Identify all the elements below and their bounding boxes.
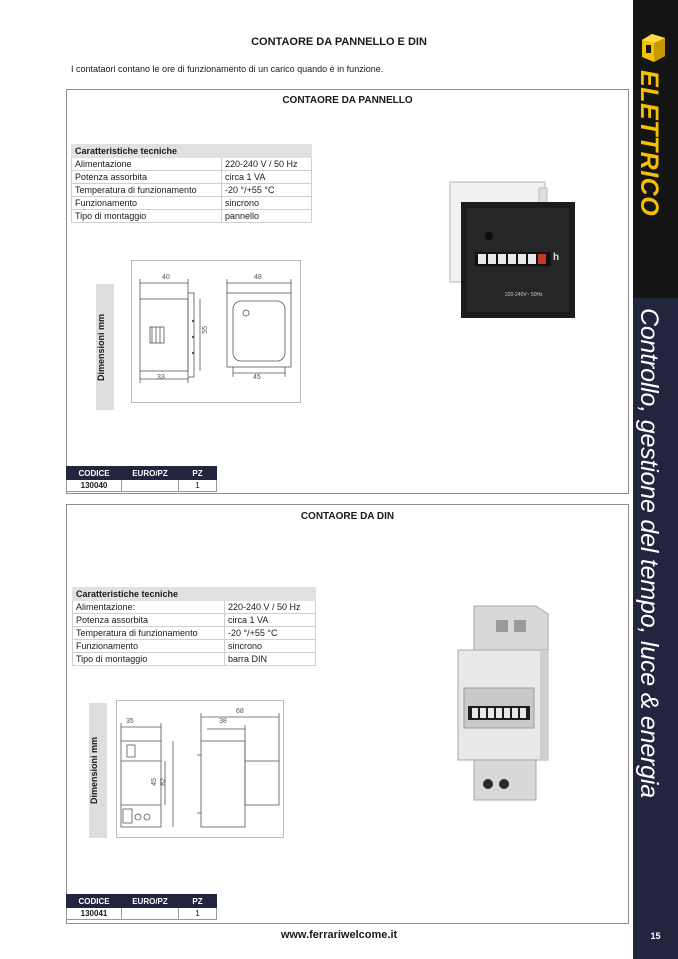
spec-value: 220-240 V / 50 Hz bbox=[222, 158, 312, 171]
intro-text: I contataori contano le ore di funzionamento di un carico quando è in funzione. bbox=[71, 64, 384, 74]
spec-table-title: Caratteristiche tecniche bbox=[73, 588, 225, 601]
price-header: EURO/PZ bbox=[122, 467, 179, 480]
spec-header-row bbox=[72, 145, 312, 158]
spec-row bbox=[72, 171, 312, 184]
qty-header: PZ bbox=[179, 467, 217, 480]
dimensions-label-text: Dimensioni mm bbox=[89, 737, 99, 805]
spec-row bbox=[72, 184, 312, 197]
dimension-value: 45 bbox=[151, 778, 158, 786]
page-title: CONTAORE DA PANNELLO E DIN bbox=[251, 36, 427, 48]
product-title: CONTAORE DA DIN bbox=[300, 511, 395, 522]
dimension-value: 82 bbox=[160, 778, 167, 786]
dimensions-label bbox=[89, 703, 107, 838]
dimension-value: 68 bbox=[236, 708, 244, 715]
spec-value: pannello bbox=[222, 210, 312, 223]
sidebar-category: ELETTRICO bbox=[635, 70, 663, 217]
spec-label: Temperatura di funzionamento bbox=[73, 627, 225, 640]
spec-value: circa 1 VA bbox=[225, 614, 316, 627]
dimension-value: 35 bbox=[126, 718, 134, 725]
dimensions-label bbox=[96, 284, 114, 410]
code-header-row bbox=[67, 467, 217, 480]
spec-header-blank bbox=[222, 145, 312, 158]
device-unit-label: h bbox=[553, 252, 560, 263]
spec-value: circa 1 VA bbox=[222, 171, 312, 184]
spec-label: Funzionamento bbox=[72, 197, 222, 210]
code-header: CODICE bbox=[67, 467, 122, 480]
code-header-row bbox=[67, 895, 217, 908]
spec-row bbox=[73, 614, 316, 627]
sidebar-tagline: Controllo, gestione del tempo, luce & energia bbox=[635, 308, 663, 798]
spec-label: Tipo di montaggio bbox=[73, 653, 225, 666]
code-table bbox=[66, 466, 217, 492]
din-counter-photo bbox=[456, 602, 552, 804]
product-title: CONTAORE DA PANNELLO bbox=[282, 95, 413, 106]
price-header: EURO/PZ bbox=[122, 895, 179, 908]
spec-value: -20 °/+55 °C bbox=[222, 184, 312, 197]
code-row bbox=[67, 480, 217, 492]
spec-row bbox=[72, 210, 312, 223]
website-link[interactable]: www.ferrariwelcome.it bbox=[280, 929, 398, 941]
spec-row bbox=[73, 601, 316, 614]
device-rating-label: 220-240V~ 50Hz bbox=[505, 292, 543, 298]
product-qty: 1 bbox=[179, 480, 217, 492]
dimension-value: 38 bbox=[219, 718, 227, 725]
spec-value: barra DIN bbox=[225, 653, 316, 666]
spec-row bbox=[73, 640, 316, 653]
spec-row bbox=[72, 197, 312, 210]
dimension-value: 48 bbox=[254, 274, 262, 281]
product-price bbox=[122, 480, 179, 492]
dimensions-label-text: Dimensioni mm bbox=[96, 313, 106, 381]
spec-value: sincrono bbox=[225, 640, 316, 653]
spec-label: Potenza assorbita bbox=[73, 614, 225, 627]
dimension-drawing-panel bbox=[131, 260, 301, 403]
spec-row bbox=[72, 158, 312, 171]
dimension-drawing-din bbox=[116, 700, 284, 838]
spec-label: Temperatura di funzionamento bbox=[72, 184, 222, 197]
spec-table bbox=[71, 144, 312, 223]
spec-value: -20 °/+55 °C bbox=[225, 627, 316, 640]
product-price bbox=[122, 908, 179, 920]
dimension-value: 45 bbox=[253, 374, 261, 381]
panel-counter-photo bbox=[447, 178, 577, 320]
product-qty: 1 bbox=[179, 908, 217, 920]
spec-header-row bbox=[73, 588, 316, 601]
page-number: 15 bbox=[650, 931, 661, 941]
spec-label: Alimentazione bbox=[72, 158, 222, 171]
dimension-value: 40 bbox=[162, 274, 170, 281]
spec-label: Potenza assorbita bbox=[72, 171, 222, 184]
spec-label: Tipo di montaggio bbox=[72, 210, 222, 223]
spec-row bbox=[73, 627, 316, 640]
spec-label: Funzionamento bbox=[73, 640, 225, 653]
spec-label: Alimentazione: bbox=[73, 601, 225, 614]
dimension-value: 33 bbox=[157, 374, 165, 381]
spec-table-title: Caratteristiche tecniche bbox=[72, 145, 222, 158]
code-header: CODICE bbox=[67, 895, 122, 908]
qty-header: PZ bbox=[179, 895, 217, 908]
product-code: 130040 bbox=[67, 480, 122, 492]
code-row bbox=[67, 908, 217, 920]
spec-row bbox=[73, 653, 316, 666]
spec-table bbox=[72, 587, 316, 666]
product-code: 130041 bbox=[67, 908, 122, 920]
spec-header-blank bbox=[225, 588, 316, 601]
spec-value: 220-240 V / 50 Hz bbox=[225, 601, 316, 614]
dimension-value: 55 bbox=[202, 326, 209, 334]
code-table bbox=[66, 894, 217, 920]
spec-value: sincrono bbox=[222, 197, 312, 210]
